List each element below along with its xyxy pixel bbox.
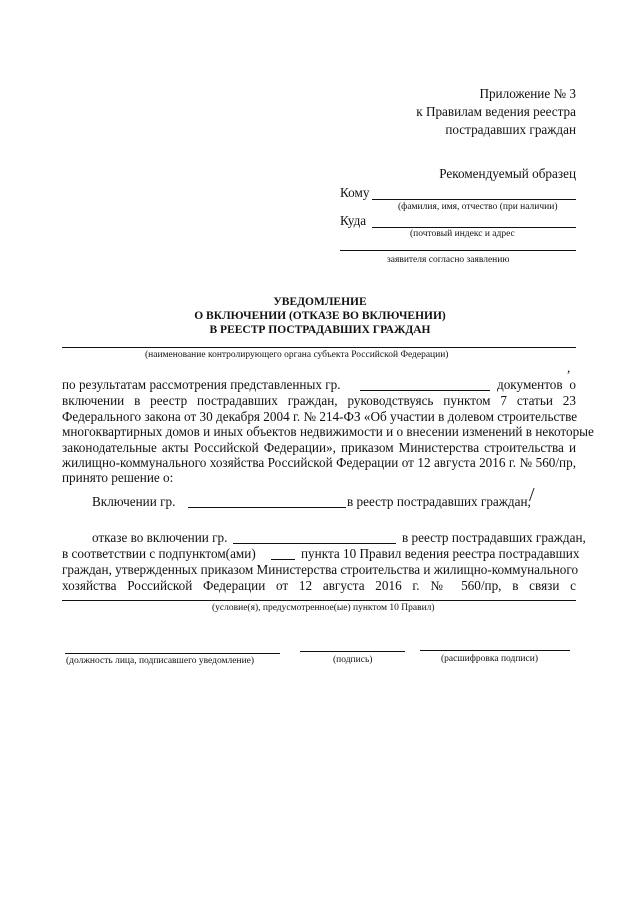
subpoint-number-line[interactable] bbox=[271, 559, 295, 560]
refusal-line2-start: в соответствии с подпунктом(ами) bbox=[62, 546, 256, 561]
position-line[interactable] bbox=[65, 653, 280, 654]
where-label: Куда bbox=[340, 213, 367, 228]
conditions-line[interactable] bbox=[62, 600, 576, 601]
recommended-sample-label: Рекомендуемый образец bbox=[439, 166, 576, 181]
body-line1-start: по результатам рассмотрения представленных гр. bbox=[62, 377, 341, 392]
refusal-line2-end: пункта 10 Правил ведения реестра пострадавших bbox=[301, 546, 580, 561]
notice-subtitle-line2: В РЕЕСТР ПОСТРАДАВШИХ ГРАЖДАН bbox=[209, 324, 431, 336]
applicant-hint: заявителя согласно заявлению bbox=[387, 255, 510, 265]
body-line7: принято решение о: bbox=[62, 470, 174, 485]
applicant-address-line[interactable] bbox=[340, 250, 576, 251]
refusal-prefix: отказе во включении гр. bbox=[92, 530, 228, 545]
to-hint: (фамилия, имя, отчество (при наличии) bbox=[398, 202, 558, 212]
refusal-name-line[interactable] bbox=[233, 543, 396, 544]
slash-mark: / bbox=[529, 484, 535, 506]
body-line5: законодательные акты Российской Федерации», приказом Министерства строительства и bbox=[62, 440, 576, 455]
signature-hint: (подпись) bbox=[333, 655, 373, 665]
where-hint: (почтовый индекс и адрес bbox=[410, 229, 515, 239]
appendix-number: Приложение № 3 bbox=[479, 86, 576, 101]
decoding-hint: (расшифровка подписи) bbox=[441, 654, 538, 664]
notice-subtitle-line1: О ВКЛЮЧЕНИИ (ОТКАЗЕ ВО ВКЛЮЧЕНИИ) bbox=[194, 310, 446, 322]
where-field-line[interactable] bbox=[372, 227, 576, 228]
rules-reference-line1: к Правилам ведения реестра bbox=[416, 104, 576, 119]
refusal-suffix: в реестр пострадавших граждан, bbox=[402, 530, 586, 545]
authority-hint: (наименование контролирующего органа субъекта Российской Федерации) bbox=[145, 350, 449, 360]
refusal-line4: хозяйства Российской Федерации от 12 августа 2016 г. № 560/пр, в связи с bbox=[62, 578, 576, 593]
inclusion-name-line[interactable] bbox=[188, 507, 346, 508]
to-field-line[interactable] bbox=[372, 199, 576, 200]
authority-name-line[interactable] bbox=[62, 347, 576, 348]
body-line1-end: документов о bbox=[497, 377, 576, 392]
notice-title: УВЕДОМЛЕНИЕ bbox=[273, 296, 367, 308]
decoding-line[interactable] bbox=[420, 650, 570, 651]
position-hint: (должность лица, подписавшего уведомление) bbox=[66, 656, 255, 666]
citizen-name-line[interactable] bbox=[360, 390, 490, 391]
inclusion-suffix: в реестр пострадавших граждан, bbox=[347, 494, 531, 509]
body-line6: жилищно-коммунального хозяйства Российской Федерации от 12 августа 2016 г. № 560/пр, bbox=[62, 455, 576, 470]
conditions-hint: (условие(я), предусмотренное(ые) пунктом 10 Правил) bbox=[212, 603, 435, 613]
inclusion-prefix: Включении гр. bbox=[92, 494, 176, 509]
comma-mark: , bbox=[567, 360, 571, 375]
rules-reference-line2: пострадавших граждан bbox=[445, 122, 576, 137]
body-line2: включении в реестр пострадавших граждан, руководствуясь пунктом 7 статьи 23 bbox=[62, 393, 576, 408]
refusal-line3: граждан, утвержденных приказом Министерства строительства и жилищно-коммунального bbox=[62, 562, 579, 577]
signature-line[interactable] bbox=[300, 651, 405, 652]
body-line4: многоквартирных домов и иных объектов недвижимости и о внесении изменений в некоторые bbox=[62, 424, 594, 439]
to-label: Кому bbox=[340, 185, 370, 200]
body-line3: Федерального закона от 30 декабря 2004 г. № 214-ФЗ «Об участии в долевом строительстве bbox=[62, 409, 578, 424]
